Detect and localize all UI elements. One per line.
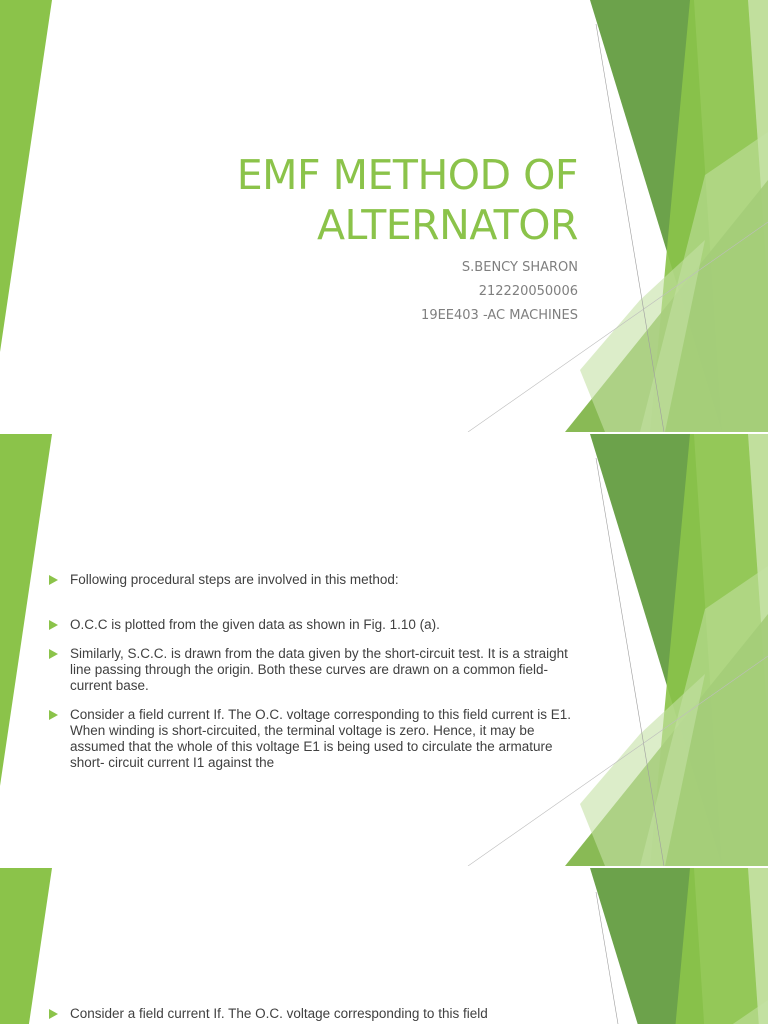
slide-decoration-shapes — [0, 868, 768, 1024]
bullet-list — [46, 572, 586, 771]
bullet-text: Similarly, S.C.C. is drawn from the data given by the short-circuit test. It is a straight line passing through the origin. Both these curves are drawn on a common field-current base. — [70, 646, 568, 693]
left-green-sliver — [0, 868, 52, 1024]
subtitle-course: 19EE403 -AC MACHINES — [421, 308, 578, 323]
slide-title-line-1: EMF METHOD OF — [236, 151, 578, 199]
slide-1-title — [0, 0, 768, 432]
bullet-text: Consider a field current If. The O.C. voltage corresponding to this field — [70, 1006, 488, 1021]
subtitle-id: 212220050006 — [478, 284, 578, 299]
bullet-arrow-icon — [49, 710, 58, 720]
bullet-arrow-icon — [49, 649, 58, 659]
slide-2-content — [0, 434, 768, 866]
bullet-text: Consider a field current If. The O.C. voltage corresponding to this field current is E1. When winding is short-circuited, the terminal voltage is zero. Hence, it may be assumed that the whole of this voltage E1 is being used to circulate the armature short- circuit current I1 against the — [70, 707, 571, 770]
bullet-item — [46, 1006, 586, 1022]
bullet-text: Following procedural steps are involved in this method: — [70, 572, 399, 587]
left-green-sliver — [0, 434, 52, 786]
slide-title-line-2: ALTERNATOR — [316, 201, 578, 249]
bullet-arrow-icon — [49, 1009, 58, 1019]
bullet-item — [46, 617, 586, 633]
bullet-list — [46, 1006, 586, 1022]
bullet-item — [46, 707, 586, 771]
left-green-sliver — [0, 0, 52, 352]
bullet-item — [46, 646, 586, 694]
bullet-item — [46, 572, 586, 588]
subtitle-author: S.BENCY SHARON — [461, 260, 578, 275]
slide-subtitle — [278, 256, 578, 328]
bullet-arrow-icon — [49, 620, 58, 630]
bullet-text: O.C.C is plotted from the given data as shown in Fig. 1.10 (a). — [70, 617, 440, 632]
slide-3-content — [0, 868, 768, 1024]
bullet-arrow-icon — [49, 575, 58, 585]
slide-title — [158, 150, 578, 250]
